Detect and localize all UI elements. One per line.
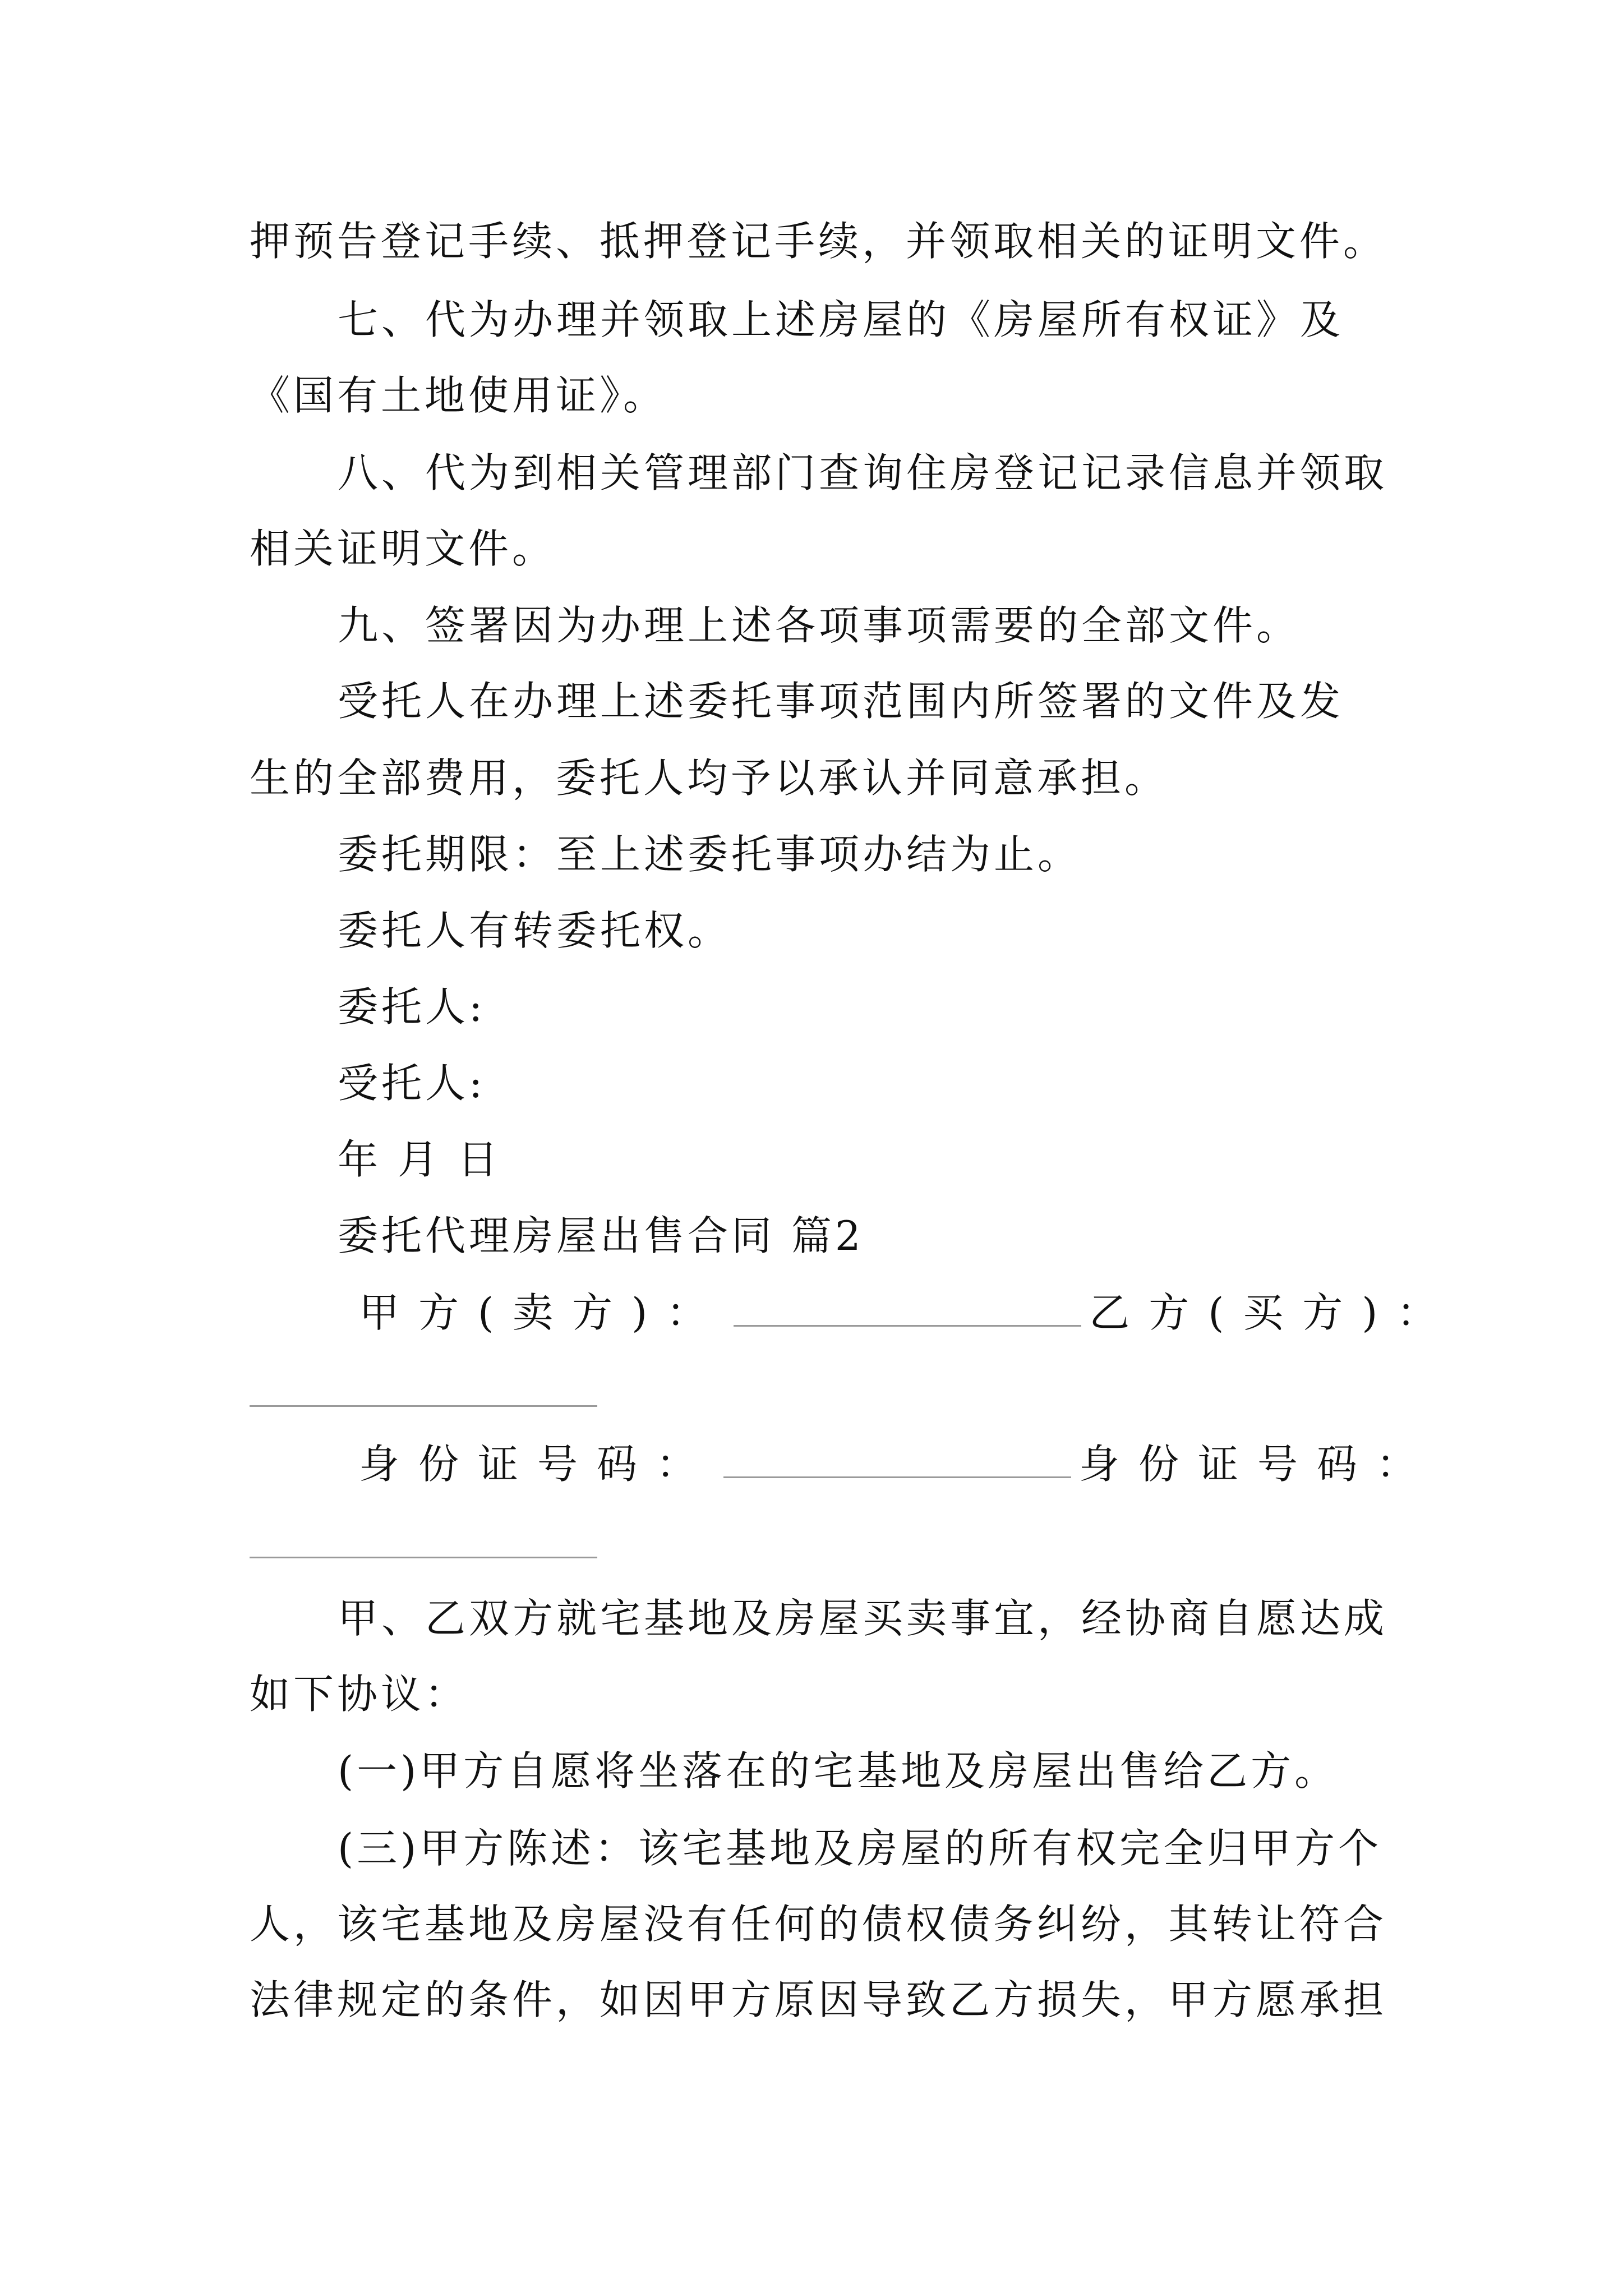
id-line bbox=[359, 1439, 1436, 1489]
paragraph-line: 七、代为办理并领取上述房屋的《房屋所有权证》及 bbox=[338, 296, 1344, 343]
paragraph-line: 受托人在办理上述委托事项范围内所签署的文件及发 bbox=[338, 678, 1344, 725]
section-title: 委托代理房屋出售合同 篇2 bbox=[338, 1212, 864, 1259]
party-b-blank bbox=[250, 1405, 597, 1407]
paragraph-line: 人，该宅基地及房屋没有任何的债权债务纠纷，其转让符合 bbox=[250, 1901, 1387, 1948]
id-b-label: 身份证号码： bbox=[1079, 1441, 1436, 1488]
paragraph-line: 委托期限：至上述委托事项办结为止。 bbox=[338, 831, 1082, 878]
paragraph-line: (一)甲方自愿将坐落在的宅基地及房屋出售给乙方。 bbox=[338, 1747, 1339, 1795]
id-b-blank bbox=[250, 1557, 597, 1558]
signature-label-principal: 委托人: bbox=[338, 983, 486, 1030]
date-line: 年 月 日 bbox=[338, 1136, 501, 1183]
paragraph-line: 押预告登记手续、抵押登记手续，并领取相关的证明文件。 bbox=[250, 218, 1387, 265]
id-a-blank bbox=[723, 1442, 1071, 1478]
paragraph-line: 如下协议： bbox=[250, 1671, 469, 1718]
party-line bbox=[359, 1287, 1456, 1338]
party-a-blank bbox=[734, 1290, 1081, 1327]
id-a-label: 身份证号码： bbox=[359, 1441, 716, 1488]
paragraph-line: 委托人有转委托权。 bbox=[338, 907, 732, 954]
paragraph-line: 甲、乙双方就宅基地及房屋买卖事宜，经协商自愿达成 bbox=[338, 1595, 1388, 1642]
paragraph-line: 相关证明文件。 bbox=[250, 525, 556, 572]
paragraph-line: 法律规定的条件，如因甲方原因导致乙方损失，甲方愿承担 bbox=[250, 1976, 1387, 2023]
party-a-label: 甲方(卖方)： bbox=[359, 1289, 726, 1336]
paragraph-line: 九、签署因为办理上述各项事项需要的全部文件。 bbox=[338, 602, 1301, 649]
signature-label-agent: 受托人: bbox=[338, 1060, 486, 1107]
paragraph-line: 八、代为到相关管理部门查询住房登记记录信息并领取 bbox=[338, 449, 1388, 496]
paragraph-line: 《国有土地使用证》。 bbox=[250, 372, 667, 419]
paragraph-line: (三)甲方陈述：该宅基地及房屋的所有权完全归甲方个 bbox=[338, 1825, 1382, 1872]
party-b-label: 乙方(买方)： bbox=[1089, 1289, 1456, 1336]
paragraph-line: 生的全部费用，委托人均予以承认并同意承担。 bbox=[250, 754, 1169, 802]
